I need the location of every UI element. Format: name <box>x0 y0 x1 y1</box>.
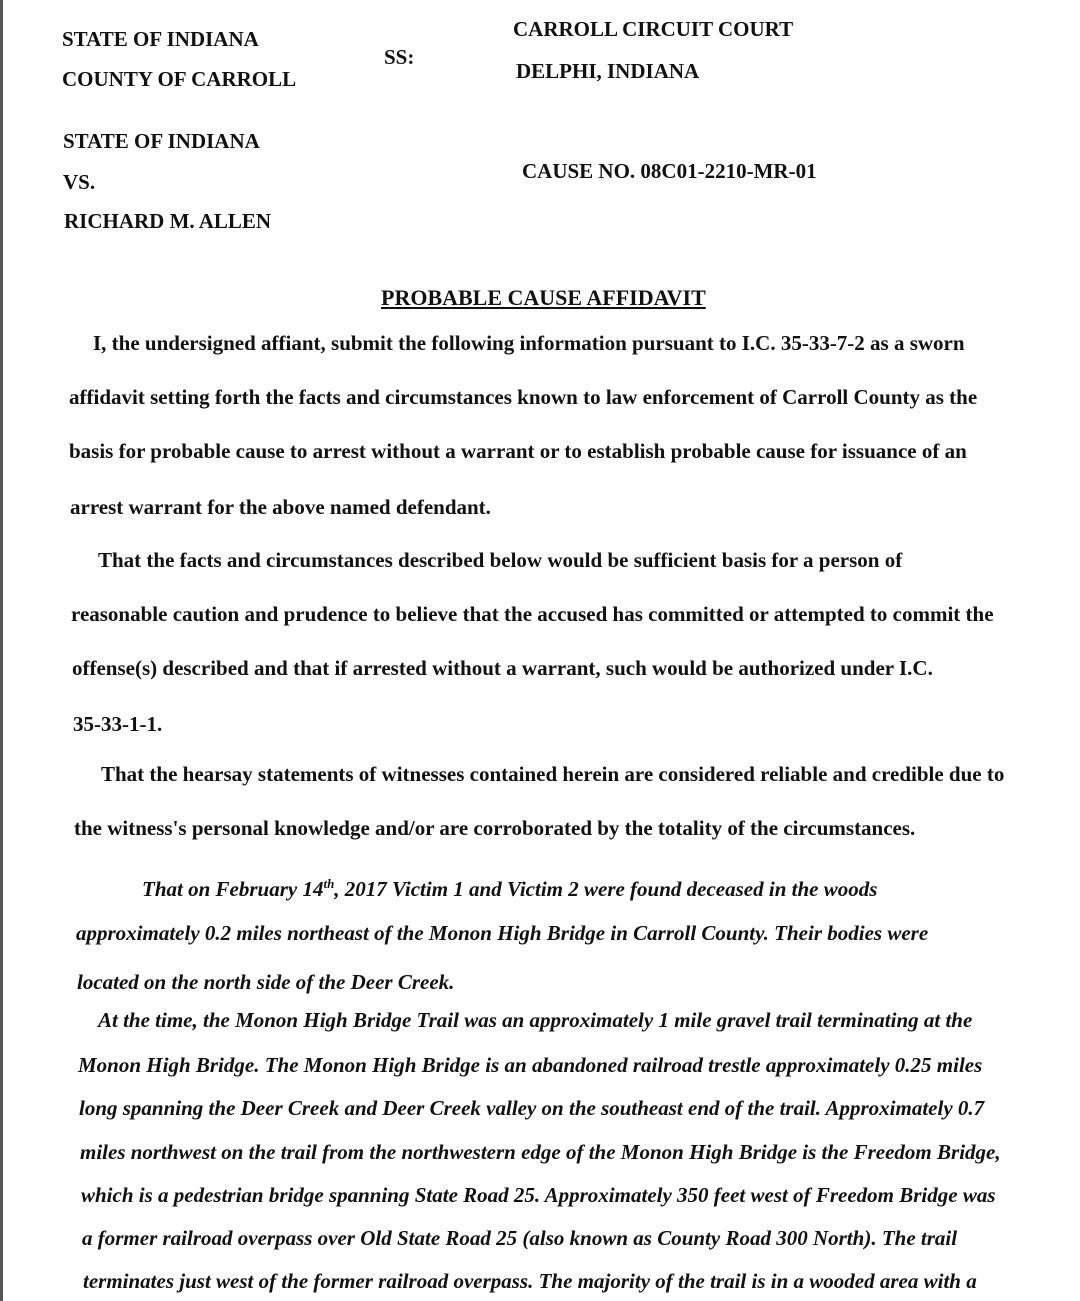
body-line: 35-33-1-1. <box>73 712 163 736</box>
ss-label: SS: <box>384 45 415 69</box>
italic-line: At the time, the Monon High Bridge Trail was an approximately 1 mile gravel trail terminating at the <box>98 1008 973 1032</box>
versus: VS. <box>63 170 96 194</box>
italic-line: approximately 0.2 miles northeast of the Monon High Bridge in Carroll County. Their bodies were <box>76 921 929 945</box>
court-name: CARROLL CIRCUIT COURT <box>513 17 794 41</box>
plaintiff: STATE OF INDIANA <box>63 129 260 153</box>
body-line: I, the undersigned affiant, submit the following information pursuant to I.C. 35-33-7-2 as a sworn <box>93 331 965 355</box>
italic-line: terminates just west of the former railroad overpass. The majority of the trail is in a wooded area with a <box>83 1269 977 1293</box>
state-left: STATE OF INDIANA <box>62 27 259 51</box>
italic-line: miles northwest on the trail from the northwestern edge of the Monon High Bridge is the Freedom Bridge, <box>80 1140 1001 1164</box>
page-edge-shadow <box>0 0 3 1301</box>
italic-line: which is a pedestrian bridge spanning State Road 25. Approximately 350 feet west of Freedom Bridge was <box>81 1183 996 1207</box>
italic-line: long spanning the Deer Creek and Deer Creek valley on the southeast end of the trail. Approximately 0.7 <box>79 1096 985 1120</box>
document-title: PROBABLE CAUSE AFFIDAVIT <box>381 285 706 310</box>
body-line: the witness's personal knowledge and/or are corroborated by the totality of the circumstances. <box>74 816 916 840</box>
county-left: COUNTY OF CARROLL <box>62 67 297 91</box>
body-line: affidavit setting forth the facts and circumstances known to law enforcement of Carroll County as the <box>69 385 978 409</box>
italic-line: a former railroad overpass over Old State Road 25 (also known as County Road 300 North). The trail <box>82 1226 958 1250</box>
body-line: That the hearsay statements of witnesses contained herein are considered reliable and credible due to <box>101 762 1005 786</box>
body-line: That the facts and circumstances described below would be sufficient basis for a person of <box>98 548 903 572</box>
body-line: offense(s) described and that if arrested without a warrant, such would be authorized under I.C. <box>72 656 933 680</box>
body-line: reasonable caution and prudence to believe that the accused has committed or attempted to commit the <box>71 602 994 626</box>
cause-number: CAUSE NO. 08C01-2210-MR-01 <box>522 159 817 183</box>
italic-line: located on the north side of the Deer Creek. <box>77 970 455 994</box>
body-line: arrest warrant for the above named defendant. <box>70 495 491 519</box>
body-line: basis for probable cause to arrest without a warrant or to establish probable cause for issuance of an <box>69 439 967 463</box>
court-location: DELPHI, INDIANA <box>516 59 700 83</box>
italic-line-first <box>142 876 878 901</box>
italic-line: Monon High Bridge. The Monon High Bridge is an abandoned railroad trestle approximately 0.25 miles <box>78 1053 983 1077</box>
italic-first-before: That on February 14 <box>142 877 324 901</box>
ordinal-suffix: th <box>323 876 335 891</box>
defendant: RICHARD M. ALLEN <box>64 209 272 233</box>
italic-first-after: , 2017 Victim 1 and Victim 2 were found deceased in the woods <box>334 877 878 901</box>
